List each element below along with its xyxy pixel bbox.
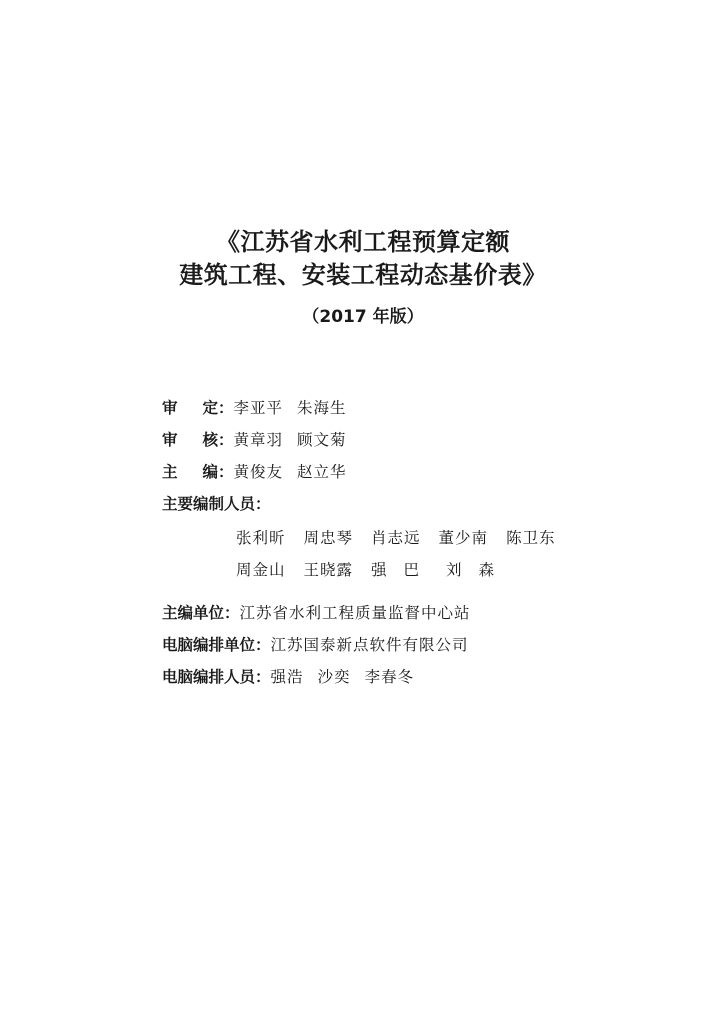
check-row: 审 核 ：黄章羽 顾文菊 bbox=[162, 431, 347, 449]
staff-name: 肖志远 bbox=[371, 529, 421, 547]
editing-unit-value: 江苏省水利工程质量监督中心站 bbox=[239, 604, 471, 622]
editor-label: 主 编 bbox=[162, 463, 218, 481]
review-name: 李亚平 bbox=[233, 399, 284, 417]
typesetting-staff-name: 沙奕 bbox=[317, 668, 351, 686]
staff-names-row-2 bbox=[236, 560, 529, 580]
typesetting-staff-name: 李春冬 bbox=[364, 668, 415, 686]
check-label: 审 核 bbox=[162, 431, 218, 449]
typesetting-unit-value: 江苏国泰新点软件有限公司 bbox=[270, 636, 469, 654]
staff-name: 周忠琴 bbox=[303, 529, 354, 547]
editor-name: 黄俊友 bbox=[233, 463, 284, 481]
typesetting-unit-label: 电脑编排单位 bbox=[162, 636, 256, 654]
staff-name: 周金山 bbox=[236, 561, 286, 579]
editing-unit-label: 主编单位 bbox=[162, 604, 225, 622]
staff-name: 强巴 bbox=[371, 561, 437, 579]
editing-unit-row: 主编单位：江苏省水利工程质量监督中心站 bbox=[162, 604, 471, 622]
review-label: 审 定 bbox=[162, 399, 218, 417]
review-name: 朱海生 bbox=[297, 399, 347, 417]
check-name: 顾文菊 bbox=[297, 431, 347, 449]
editor-name: 赵立华 bbox=[297, 463, 347, 481]
review-row: 审 定 ：李亚平 朱海生 bbox=[162, 399, 347, 417]
staff-name: 刘森 bbox=[446, 561, 512, 579]
typesetting-staff-name: 强浩 bbox=[270, 668, 304, 686]
staff-name: 张利昕 bbox=[236, 529, 286, 547]
staff-names-row-1 bbox=[236, 528, 574, 548]
editor-row: 主 编 ：黄俊友 赵立华 bbox=[162, 463, 347, 481]
edition-label: （2017 年版） bbox=[302, 307, 424, 327]
check-name: 黄章羽 bbox=[233, 431, 284, 449]
document-title-line-2: 建筑工程、安装工程动态基价表》 bbox=[179, 260, 547, 289]
staff-label: 主要编制人员： bbox=[162, 495, 271, 513]
staff-label-row bbox=[162, 494, 271, 514]
document-title-line-1: 《江苏省水利工程预算定额 bbox=[216, 227, 510, 256]
typesetting-staff-label: 电脑编排人员 bbox=[162, 668, 256, 686]
typesetting-unit-row: 电脑编排单位：江苏国泰新点软件有限公司 bbox=[162, 636, 469, 654]
staff-name: 董少南 bbox=[438, 529, 489, 547]
staff-name: 王晓露 bbox=[303, 561, 354, 579]
typesetting-staff-row: 电脑编排人员：强浩 沙奕 李春冬 bbox=[162, 668, 415, 686]
staff-name: 陈卫东 bbox=[506, 529, 556, 547]
